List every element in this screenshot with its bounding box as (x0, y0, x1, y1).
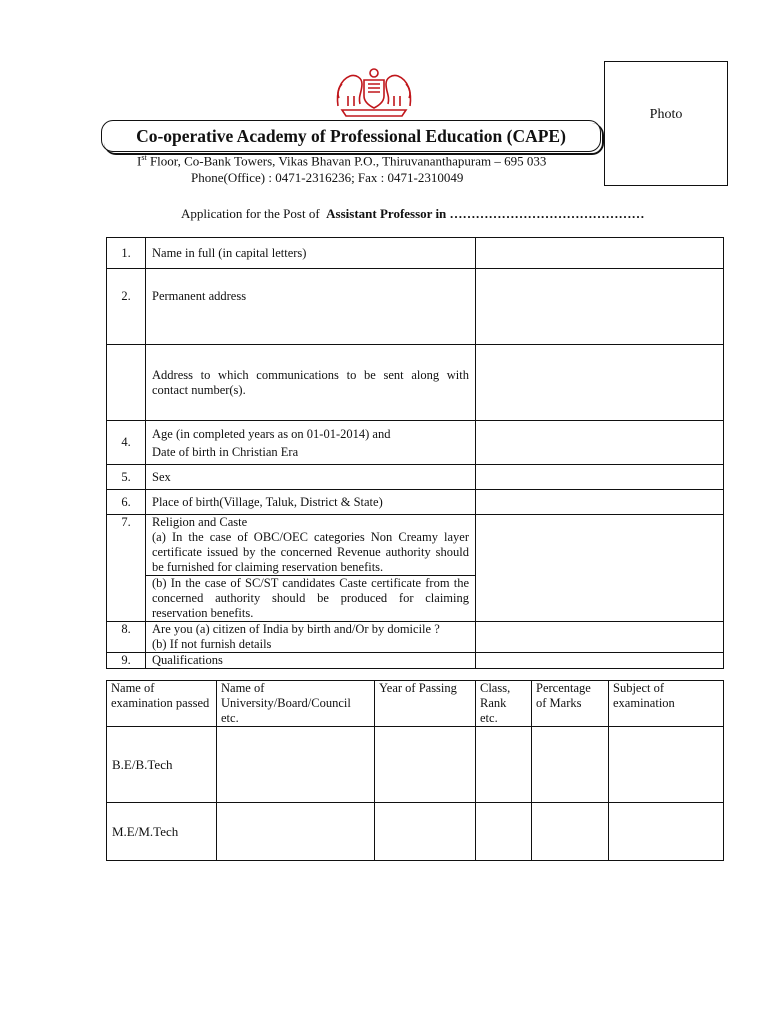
row-number: 9. (107, 653, 146, 669)
phone-line: Phone(Office) : 0471-2316236; Fax : 0471-2310049 (191, 170, 464, 185)
table-row (107, 803, 724, 861)
table-row (107, 515, 724, 576)
answer-cell[interactable] (375, 727, 476, 803)
title-frame (101, 120, 601, 152)
answer-cell[interactable] (476, 803, 532, 861)
table-row (107, 727, 724, 803)
col-header-subject: Subject of examination (609, 681, 724, 727)
field-note: (b) In the case of SC/ST candidates Caste certificate from the concerned authority should be produced for claiming reservation benefits. (146, 576, 476, 622)
exam-name: M.E/M.Tech (107, 803, 217, 861)
table-row (107, 622, 724, 653)
col-header-university: Name of University/Board/Council etc. (217, 681, 375, 727)
application-form-table (106, 237, 724, 669)
answer-cell[interactable] (476, 421, 724, 465)
photo-label: Photo (649, 107, 683, 122)
answer-cell[interactable] (532, 803, 609, 861)
answer-cell[interactable] (476, 345, 724, 421)
answer-cell[interactable] (476, 622, 724, 653)
col-header-percentage: Percentage of Marks (532, 681, 609, 727)
photo-box (604, 61, 728, 186)
col-header-year: Year of Passing (375, 681, 476, 727)
answer-cell (476, 653, 724, 669)
answer-cell[interactable] (476, 490, 724, 515)
field-label: Age (in completed years as on 01-01-2014) and Date of birth in Christian Era (146, 421, 476, 465)
row-number: 6. (107, 490, 146, 515)
answer-cell[interactable] (609, 727, 724, 803)
answer-cell[interactable] (476, 727, 532, 803)
table-row (107, 345, 724, 421)
field-label: Sex (146, 465, 476, 490)
answer-cell[interactable] (609, 803, 724, 861)
col-header-exam: Name of examination passed (107, 681, 217, 727)
table-row (107, 490, 724, 515)
field-label: Permanent address (146, 269, 476, 345)
row-number: 1. (107, 238, 146, 269)
table-row (107, 465, 724, 490)
field-label: Place of birth(Village, Taluk, District & State) (146, 490, 476, 515)
row-number: 2. (107, 269, 146, 345)
answer-cell[interactable] (217, 727, 375, 803)
page-title: Co-operative Academy of Professional Education (CAPE) (136, 126, 566, 146)
row-number: 8. (107, 622, 146, 653)
table-row (107, 421, 724, 465)
table-row (107, 269, 724, 345)
field-label: Address to which communications to be sent along with contact number(s). (146, 345, 476, 421)
answer-cell[interactable] (476, 238, 724, 269)
field-label: Religion and Caste (a) In the case of OBC/OEC categories Non Creamy layer certificate issued by the concerned Revenue authority should be furnished for claiming reservation benefits. (146, 515, 476, 576)
row-number: 4. (107, 421, 146, 465)
row-number (107, 345, 146, 421)
exam-name: B.E/B.Tech (107, 727, 217, 803)
table-row (107, 238, 724, 269)
field-label: Are you (a) citizen of India by birth and/Or by domicile ? (b) If not furnish details (146, 622, 476, 653)
answer-cell[interactable] (476, 269, 724, 345)
row-number: 5. (107, 465, 146, 490)
answer-cell[interactable] (217, 803, 375, 861)
post-line (181, 206, 645, 222)
post-prefix: Application for the Post of (181, 206, 320, 221)
address-line: Ist Floor, Co-Bank Towers, Vikas Bhavan P.O., Thiruvananthapuram – 695 033 (137, 153, 547, 169)
answer-cell[interactable] (476, 515, 724, 622)
row-number: 7. (107, 515, 146, 622)
answer-cell[interactable] (532, 727, 609, 803)
post-name: Assistant Professor in ……………………………………… (326, 206, 645, 221)
field-label: Name in full (in capital letters) (146, 238, 476, 269)
col-header-class: Class, Rank etc. (476, 681, 532, 727)
table-row (107, 653, 724, 669)
field-label: Qualifications (146, 653, 476, 669)
answer-cell[interactable] (476, 465, 724, 490)
answer-cell[interactable] (375, 803, 476, 861)
table-header-row (107, 681, 724, 727)
qualifications-table (106, 680, 724, 861)
kerala-state-emblem-icon (332, 62, 416, 118)
